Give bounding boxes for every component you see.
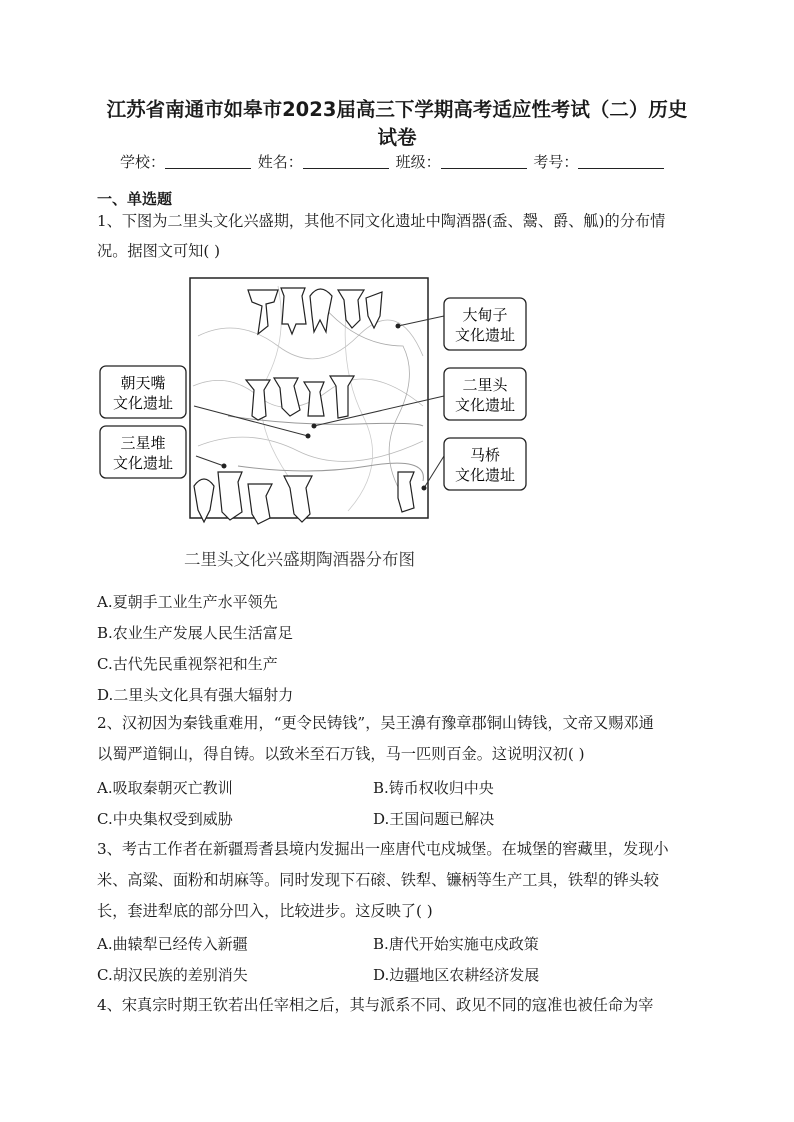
q1-option-a[interactable]: A.夏朝手工业生产水平领先 xyxy=(97,593,278,611)
exam-title-line2: 试卷 xyxy=(377,126,417,149)
class-blank[interactable] xyxy=(441,153,527,169)
school-blank[interactable] xyxy=(165,153,251,169)
q2-stem-line1: 2、汉初因为秦钱重难用，“更令民铸钱”，吴王濞有豫章郡铜山铸钱，文帝又赐邓通 xyxy=(97,714,654,732)
q1-stem-line1: 1、下图为二里头文化兴盛期，其他不同文化遗址中陶酒器(盉、鬶、爵、觚)的分布情 xyxy=(97,212,666,230)
q3-stem-line3: 长，套进犁底的部分凹入，比较进步。这反映了( ) xyxy=(97,902,433,920)
figure-caption: 二里头文化兴盛期陶酒器分布图 xyxy=(184,550,415,569)
name-blank[interactable] xyxy=(303,153,389,169)
section-heading: 一、单选题 xyxy=(97,190,173,208)
q1-option-b[interactable]: B.农业生产发展人民生活富足 xyxy=(97,624,293,642)
label-sanxingdui xyxy=(100,426,186,478)
q2-option-a[interactable]: A.吸取秦朝灭亡教训 xyxy=(97,779,233,797)
q3-stem-line2: 米、高粱、面粉和胡麻等。同时发现下石磙、铁犁、镰柄等生产工具，铁犁的铧头较 xyxy=(97,871,659,889)
label-chaotianzui-line1: 朝天嘴 xyxy=(120,374,166,392)
label-maqiao-line1: 马桥 xyxy=(469,446,501,464)
q1-stem-line2: 况。据图文可知( ) xyxy=(97,242,220,260)
q2-option-c[interactable]: C.中央集权受到威胁 xyxy=(97,810,233,828)
label-erlitou xyxy=(444,368,526,420)
q1-option-d[interactable]: D.二里头文化具有强大辐射力 xyxy=(97,686,294,704)
label-chaotianzui-line2: 文化遗址 xyxy=(112,394,174,412)
name-label: 姓名： xyxy=(257,153,303,171)
exam-number-label: 考号： xyxy=(533,153,579,171)
class-label: 班级： xyxy=(395,153,441,171)
label-sanxingdui-line2: 文化遗址 xyxy=(112,454,174,472)
q3-option-b[interactable]: B.唐代开始实施屯戍政策 xyxy=(373,935,539,953)
q3-option-c[interactable]: C.胡汉民族的差别消失 xyxy=(97,966,248,984)
label-dadianzi-line2: 文化遗址 xyxy=(454,326,516,344)
pottery-distribution-map xyxy=(98,276,534,578)
label-erlitou-line1: 二里头 xyxy=(462,376,508,394)
q3-option-a[interactable]: A.曲辕犁已经传入新疆 xyxy=(97,935,248,953)
q2-option-b[interactable]: B.铸币权收归中央 xyxy=(373,779,494,797)
q4-stem-line1: 4、宋真宗时期王钦若出任宰相之后，其与派系不同、政见不同的寇准也被任命为宰 xyxy=(97,996,654,1014)
label-chaotianzui xyxy=(100,366,186,418)
label-dadianzi-line1: 大甸子 xyxy=(462,306,508,324)
label-maqiao-line2: 文化遗址 xyxy=(454,466,516,484)
label-erlitou-line2: 文化遗址 xyxy=(454,396,516,414)
q1-option-c[interactable]: C.古代先民重视祭祀和生产 xyxy=(97,655,278,673)
maqiao-vessels xyxy=(398,472,414,512)
student-info-row xyxy=(120,152,666,172)
label-dadianzi xyxy=(444,298,526,350)
exam-title xyxy=(60,96,734,152)
exam-title-line1: 江苏省南通市如皋市2023届高三下学期高考适应性考试（二）历史 xyxy=(106,98,688,121)
q2-stem-line2: 以蜀严道铜山，得自铸。以致米至石万钱，马一匹则百金。这说明汉初( ) xyxy=(97,745,585,763)
school-label: 学校： xyxy=(120,153,166,171)
q3-stem-line1: 3、考古工作者在新疆焉耆县境内发掘出一座唐代屯戍城堡。在城堡的窖藏里，发现小 xyxy=(97,840,669,858)
label-sanxingdui-line1: 三星堆 xyxy=(120,434,166,452)
label-maqiao xyxy=(444,438,526,490)
exam-number-blank[interactable] xyxy=(578,153,664,169)
q2-option-d[interactable]: D.王国问题已解决 xyxy=(373,810,495,828)
q3-option-d[interactable]: D.边疆地区农耕经济发展 xyxy=(373,966,540,984)
